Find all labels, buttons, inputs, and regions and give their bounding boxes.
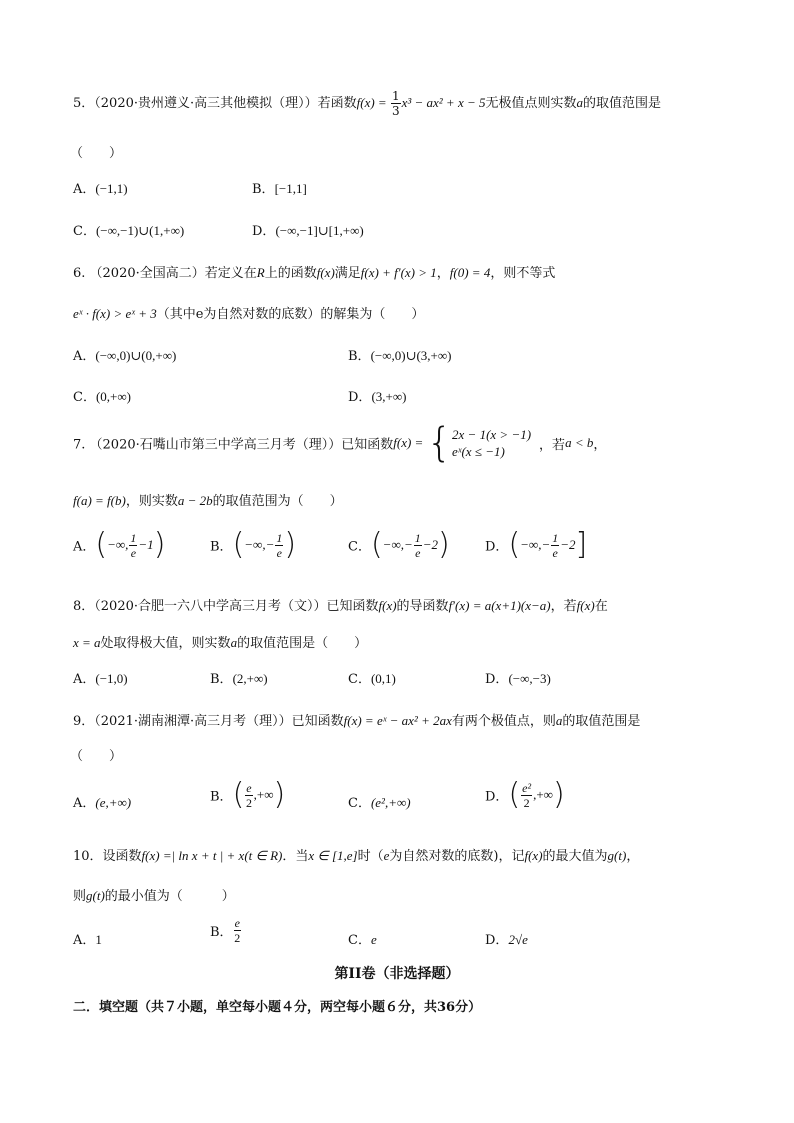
- q8-option-d[interactable]: D．(−∞,−3): [485, 671, 551, 687]
- q9-option-d[interactable]: D．( $\frac{\text{e²}}{2}$ ,+∞): [485, 777, 565, 812]
- q5-paren: （ ）: [70, 146, 123, 161]
- q7-option-a[interactable]: A．(−∞, $\frac{1}{e}$ −1): [73, 527, 166, 562]
- q5-expr: x³ − ax² + x − 5: [401, 95, 486, 110]
- q8-stem-line2: x = a处取得极大值，则实数a的取值范围是（ ）: [73, 635, 368, 651]
- section-title: 第II卷（非选择题）: [334, 966, 460, 982]
- q5-option-c[interactable]: C．(−∞,−1)∪(1,+∞): [73, 223, 185, 239]
- q5-prefix: 5．（2020·贵州遵义·高三其他模拟（理））若函数: [73, 96, 357, 111]
- q5-fx: f(x) =: [356, 95, 390, 110]
- q6-option-c[interactable]: C．(0,+∞): [73, 389, 131, 405]
- q5-var-a: a: [576, 95, 584, 110]
- q9-paren: （ ）: [70, 749, 123, 764]
- q10-stem: 10．设函数f(x) =| ln x + t | + x(t ∈ R)．当x ∈ [1,e]时（e为自然对数的底数)，记f(x)的最大值为g(t)，: [73, 848, 640, 864]
- q6-stem: 6. （2020·全国高二）若定义在R上的函数f(x)满足f(x) + f′(x) > 1，f(0) = 4，则不等式: [73, 265, 556, 281]
- q8-option-a[interactable]: A．(−1,0): [73, 671, 128, 687]
- q7-brace: {: [426, 420, 453, 466]
- q10-option-c[interactable]: C．e: [348, 932, 377, 948]
- q5-option-a[interactable]: A．(−1,1): [73, 181, 128, 197]
- q10-option-d[interactable]: D．2√e: [485, 932, 528, 948]
- q9-option-a[interactable]: A．(e,+∞): [73, 795, 132, 811]
- q7-option-b[interactable]: B．(−∞,− $\frac{1}{e}$ ): [210, 527, 297, 562]
- q5-option-d[interactable]: D．(−∞,−1]∪[1,+∞): [252, 223, 364, 239]
- q5-option-b[interactable]: B．[−1,1]: [252, 181, 307, 197]
- q9-option-c[interactable]: C．(e²,+∞): [348, 795, 411, 811]
- q6-option-a[interactable]: A．(−∞,0)∪(0,+∞): [73, 348, 177, 364]
- q6-option-b[interactable]: B．(−∞,0)∪(3,+∞): [348, 348, 452, 364]
- q10-option-b[interactable]: B． $\frac{e}{2}$: [210, 916, 241, 945]
- q8-stem: 8．（2020·合肥一六八中学高三月考（文））已知函数f(x)的导函数f′(x) = a(x+1)(x−a)，若f(x)在: [73, 598, 608, 614]
- q7-stem: 7. （2020·石嘴山市第三中学高三月考（理））已知函数f(x) = { 2x − 1(x > −1) eˣ(x ≤ −1) ，若a < b，: [73, 420, 607, 466]
- q10-stem-line2: 则g(t)的最小值为（ ）: [73, 888, 235, 904]
- q10-option-a[interactable]: A．1: [73, 932, 102, 948]
- q7-option-d[interactable]: D．(−∞,− $\frac{1}{e}$ −2]: [485, 527, 588, 562]
- q7-stem-line2: f(a) = f(b)，则实数a − 2b的取值范围为（ ）: [73, 493, 343, 509]
- q5-fraction: $\frac{1}{3}$: [391, 89, 400, 118]
- q5-stem: [73, 90, 661, 117]
- q8-option-b[interactable]: B．(2,+∞): [210, 671, 268, 687]
- q6-stem-line2: eˣ · f(x) > eˣ + 3（其中e为自然对数的底数）的解集为（ ）: [73, 306, 425, 322]
- q7-option-c[interactable]: C．(−∞,− $\frac{1}{e}$ −2): [348, 527, 450, 562]
- q9-stem: 9．（2021·湖南湘潭·高三月考（理））已知函数f(x) = eˣ − ax² + 2ax有两个极值点，则a的取值范围是: [73, 713, 641, 729]
- q9-option-b[interactable]: B．( $\frac{e}{2}$ ,+∞): [210, 777, 286, 812]
- q8-option-c[interactable]: C．(0,1): [348, 671, 396, 687]
- q7-piecewise: 2x − 1(x > −1) eˣ(x ≤ −1): [452, 427, 532, 459]
- q5-suffix2: 的取值范围是: [583, 96, 662, 111]
- q6-option-d[interactable]: D．(3,+∞): [348, 389, 407, 405]
- q5-suffix: 无极值点则实数: [485, 96, 577, 111]
- fill-in-heading: 二．填空题（共７小题，单空每小题４分，两空每小题６分，共36分）: [73, 1000, 482, 1015]
- q6-inequality: eˣ · f(x) > eˣ + 3: [73, 306, 157, 321]
